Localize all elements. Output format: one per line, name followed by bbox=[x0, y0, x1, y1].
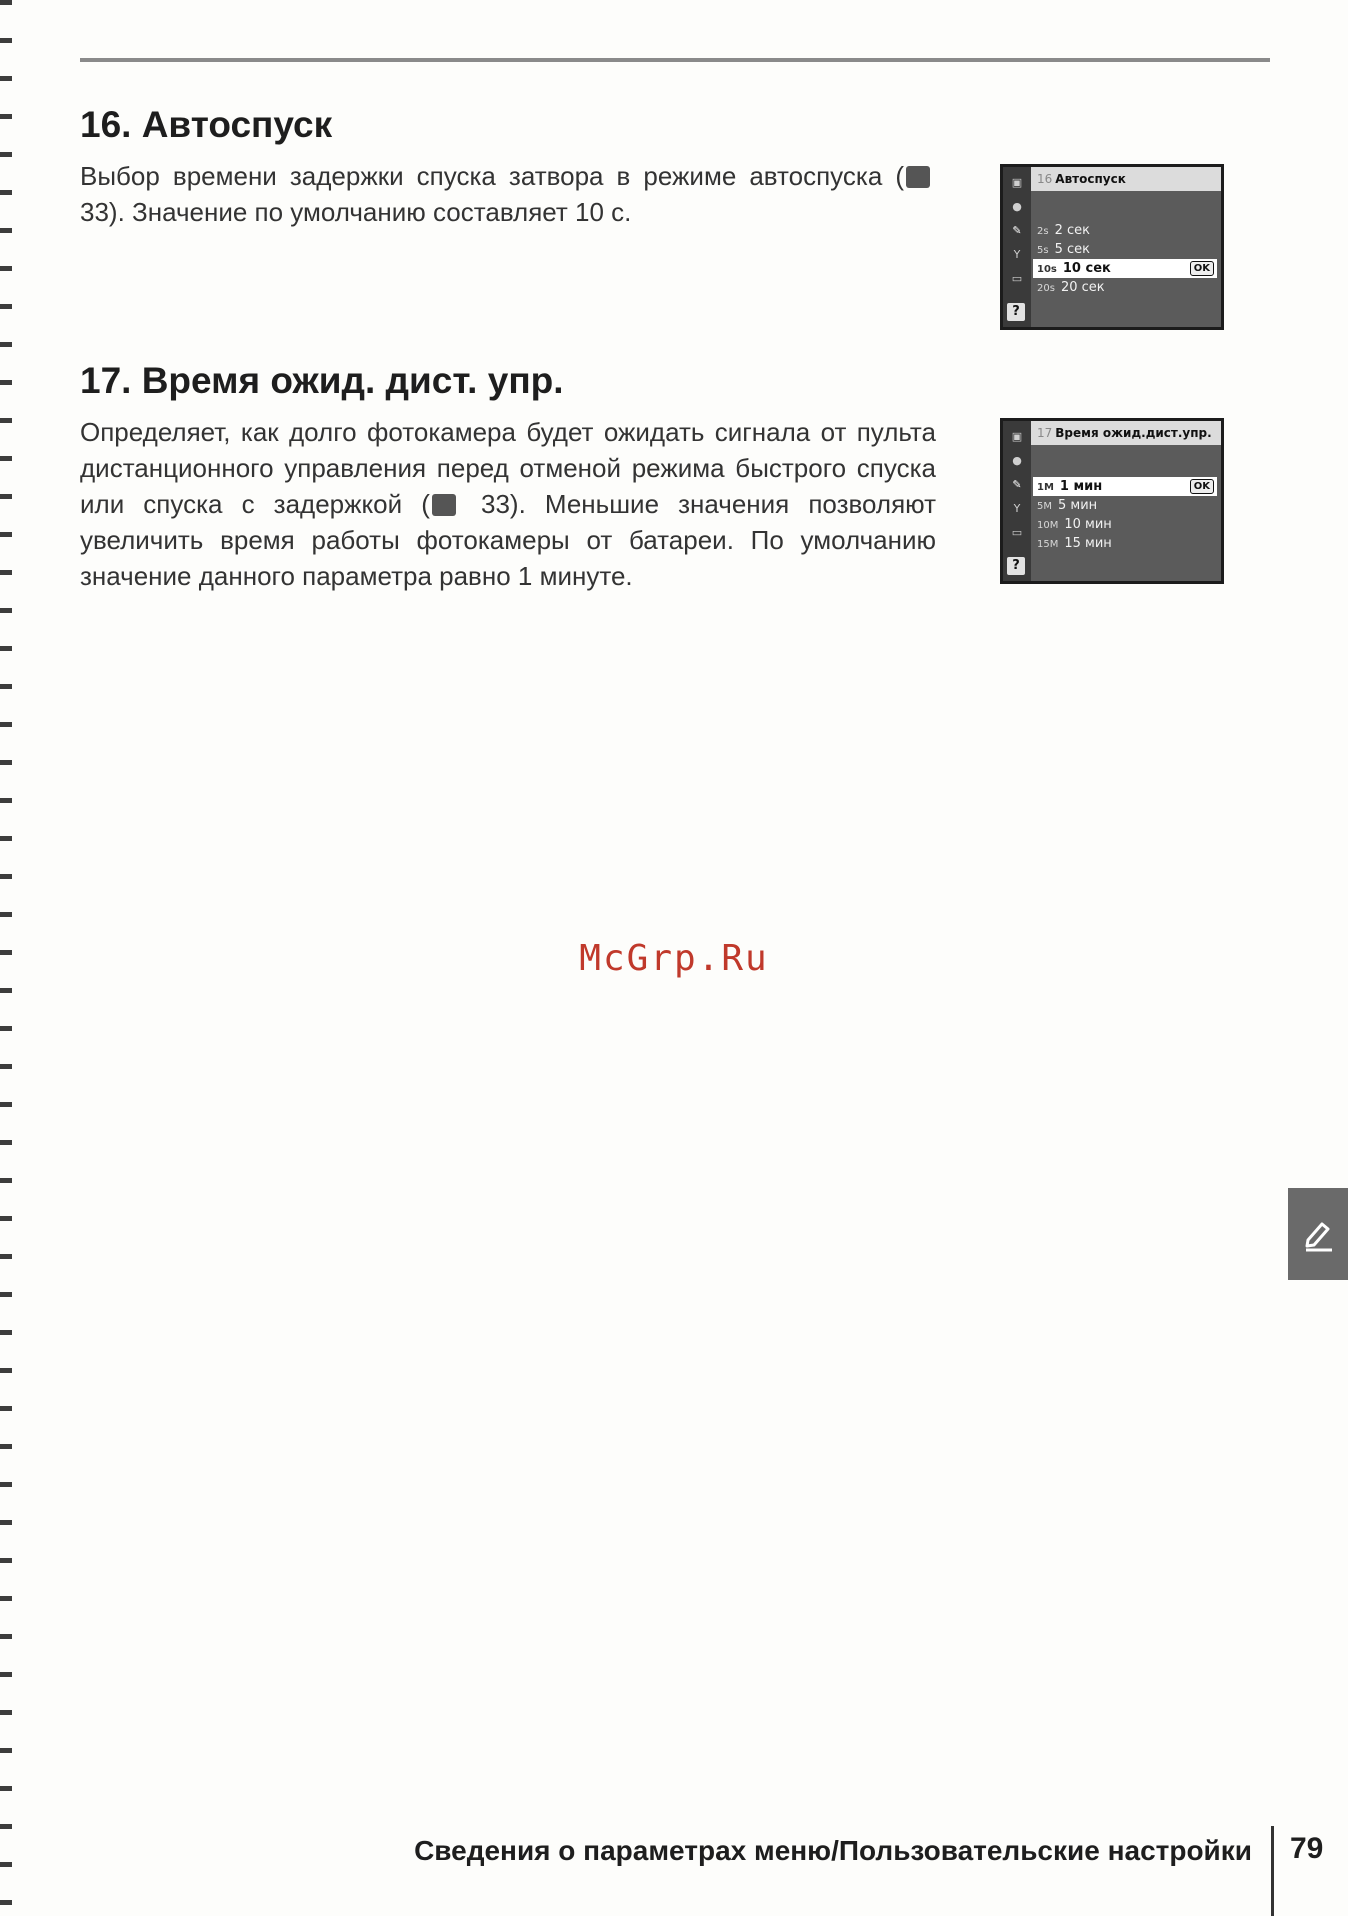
help-icon: ? bbox=[1007, 303, 1025, 321]
page-number: 79 bbox=[1290, 1832, 1324, 1865]
remote-wait-screen bbox=[1000, 418, 1224, 584]
footer-divider bbox=[1271, 1826, 1274, 1916]
custom-settings-icon: ✎ bbox=[1012, 478, 1022, 491]
section-17-text: Определяет, как долго фотокамера будет ожидать сигнала от пульта дистанционного управления перед отменой режима быстрого спуска или спуска с задержкой ( 33). Меньшие значения позволяют увеличить время работы фотокамеры от батареи. По умолчанию значение данного параметра равно 1 минуте. bbox=[80, 417, 937, 591]
option-10min: 10M 10 мин bbox=[1037, 517, 1112, 532]
option-list bbox=[1033, 477, 1217, 553]
option-20s: 20s 20 сек bbox=[1037, 280, 1105, 295]
page-reference-icon bbox=[906, 166, 930, 188]
shooting-menu-icon: ● bbox=[1012, 200, 1022, 213]
watermark: McGrp.Ru bbox=[579, 938, 769, 979]
retouch-menu-icon: ▭ bbox=[1011, 526, 1023, 539]
menu-side-bar bbox=[1003, 421, 1031, 581]
section-16 bbox=[80, 104, 936, 230]
page-reference-icon bbox=[432, 494, 456, 516]
option-15min: 15M 15 мин bbox=[1037, 536, 1112, 551]
footer-title: Сведения о параметрах меню/Пользовательские настройки bbox=[414, 1835, 1252, 1866]
option-list bbox=[1033, 221, 1217, 297]
option-2s: 2s 2 сек bbox=[1037, 223, 1090, 238]
custom-settings-tab bbox=[1288, 1188, 1348, 1280]
option-10s-selected: 10s 10 сек OK bbox=[1033, 259, 1217, 278]
self-timer-screen bbox=[1000, 164, 1224, 330]
playback-menu-icon: ▣ bbox=[1011, 430, 1023, 443]
custom-settings-icon: ✎ bbox=[1012, 224, 1022, 237]
setup-menu-icon: Y bbox=[1013, 248, 1021, 261]
section-17-title: 17. Время ожид. дист. упр. bbox=[80, 360, 564, 401]
ok-icon: OK bbox=[1190, 479, 1214, 494]
option-5s: 5s 5 сек bbox=[1037, 242, 1090, 257]
section-16-text: Выбор времени задержки спуска затвора в режиме автоспуска ( 33). Значение по умолчанию составляет 10 с. bbox=[80, 158, 936, 230]
option-5min: 5M 5 мин bbox=[1037, 498, 1098, 513]
top-rule bbox=[80, 58, 1270, 62]
section-16-title: 16. Автоспуск bbox=[80, 104, 333, 145]
option-1min-selected: 1M 1 мин OK bbox=[1033, 477, 1217, 496]
screen-title: 17 Время ожид.дист.упр. bbox=[1031, 421, 1221, 445]
menu-side-bar bbox=[1003, 167, 1031, 327]
setup-menu-icon: Y bbox=[1013, 502, 1021, 515]
help-icon: ? bbox=[1007, 557, 1025, 575]
shooting-menu-icon: ● bbox=[1012, 454, 1022, 467]
screen-title: 16 Автоспуск bbox=[1031, 167, 1221, 191]
retouch-menu-icon: ▭ bbox=[1011, 272, 1023, 285]
playback-menu-icon: ▣ bbox=[1011, 176, 1023, 189]
ok-icon: OK bbox=[1190, 261, 1214, 276]
section-17 bbox=[80, 360, 936, 594]
pencil-icon bbox=[1300, 1216, 1336, 1252]
